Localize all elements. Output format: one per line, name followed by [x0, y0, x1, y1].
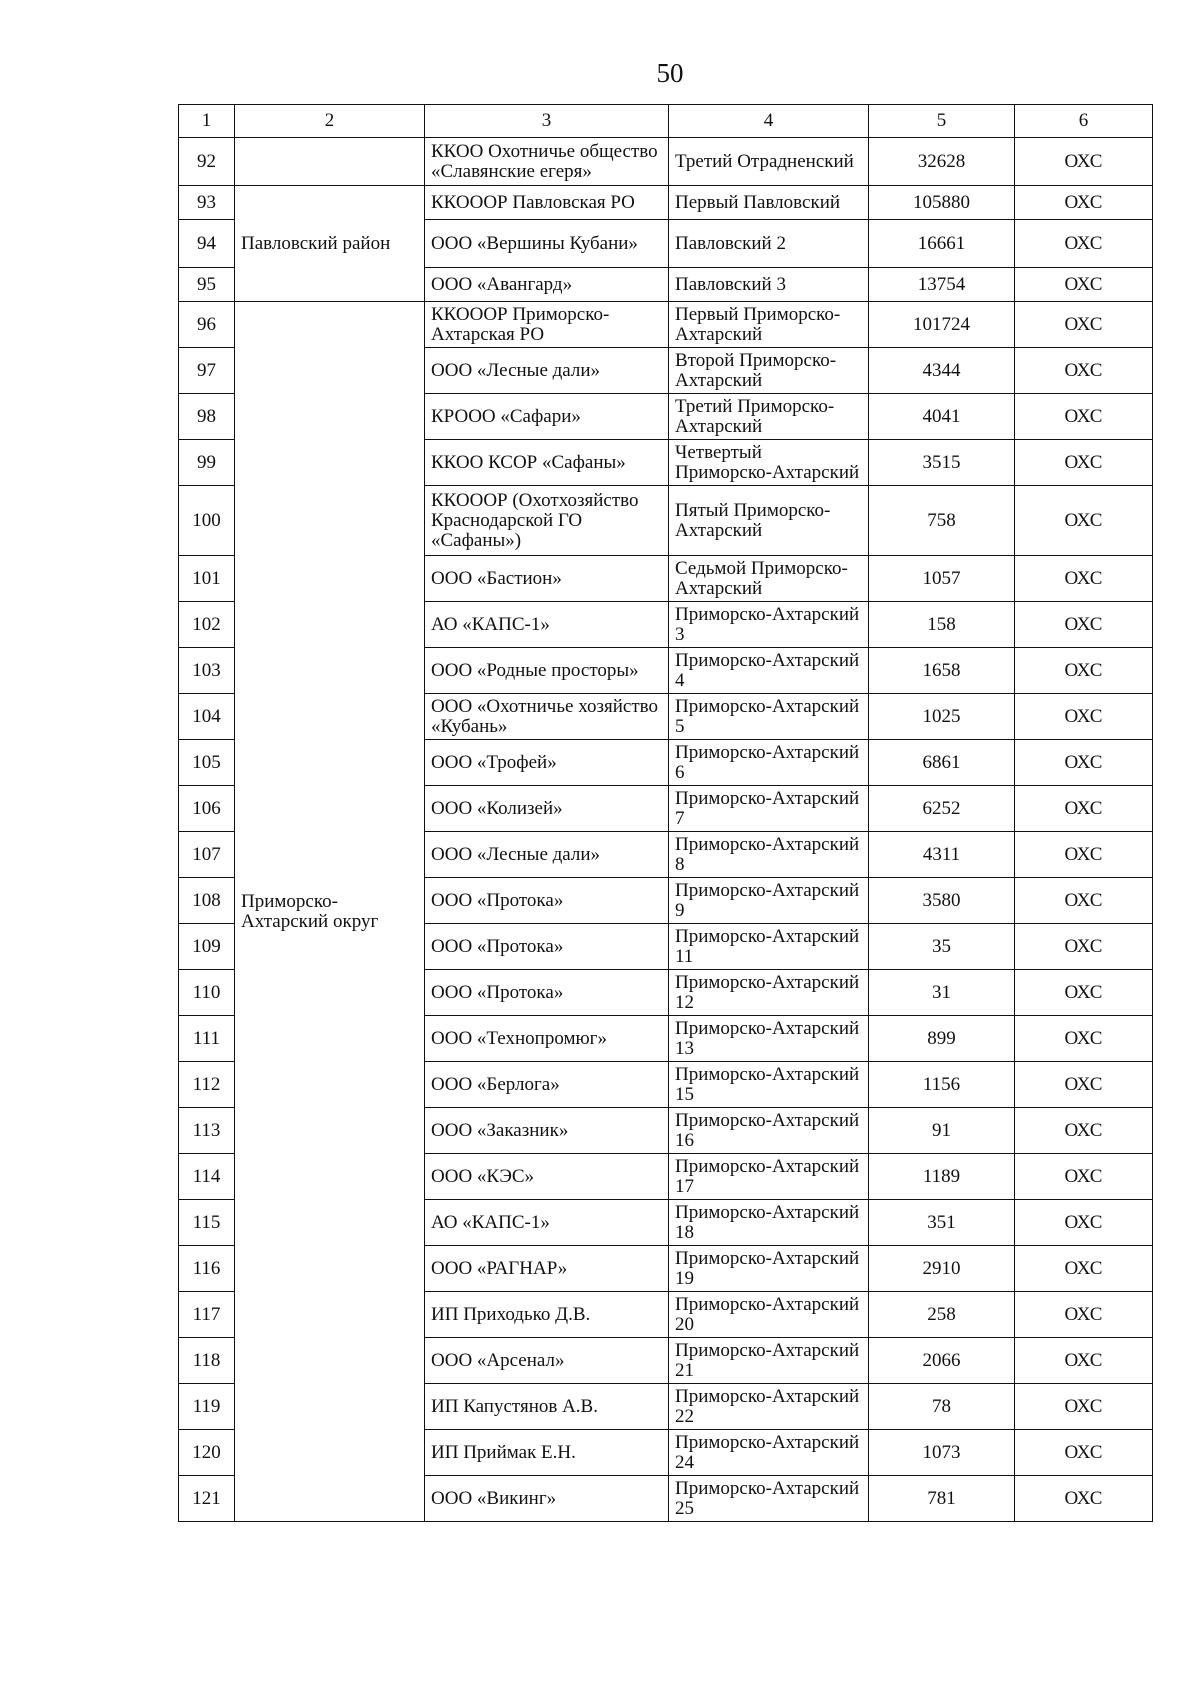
- hunting-ground-cell: Третий Приморско-Ахтарский: [669, 394, 869, 440]
- hunting-ground-cell: Приморско-Ахтарский 6: [669, 740, 869, 786]
- hunting-ground-cell: Приморско-Ахтарский 13: [669, 1016, 869, 1062]
- hunting-ground-cell: Приморско-Ахтарский 20: [669, 1292, 869, 1338]
- ground-type-cell: ОХС: [1015, 648, 1153, 694]
- row-number-cell: 113: [179, 1108, 235, 1154]
- hunting-ground-cell: Первый Приморско-Ахтарский: [669, 302, 869, 348]
- area-size-cell: 35: [869, 924, 1015, 970]
- row-number-cell: 111: [179, 1016, 235, 1062]
- hunting-ground-cell: Пятый Приморско-Ахтарский: [669, 486, 869, 556]
- ground-type-cell: ОХС: [1015, 138, 1153, 186]
- area-size-cell: 6861: [869, 740, 1015, 786]
- hunting-ground-cell: Первый Павловский: [669, 186, 869, 220]
- hunting-ground-cell: Приморско-Ахтарский 17: [669, 1154, 869, 1200]
- hunting-ground-cell: Третий Отрадненский: [669, 138, 869, 186]
- ground-type-cell: ОХС: [1015, 1200, 1153, 1246]
- area-size-cell: 2066: [869, 1338, 1015, 1384]
- ground-type-cell: ОХС: [1015, 1016, 1153, 1062]
- row-number-cell: 114: [179, 1154, 235, 1200]
- organization-cell: ООО «Заказник»: [425, 1108, 669, 1154]
- organization-cell: ООО «Вершины Кубани»: [425, 220, 669, 268]
- row-number-cell: 99: [179, 440, 235, 486]
- ground-type-cell: ОХС: [1015, 1476, 1153, 1522]
- organization-cell: ООО «Технопромюг»: [425, 1016, 669, 1062]
- row-number-cell: 96: [179, 302, 235, 348]
- organization-cell: ККОО КСОР «Сафаны»: [425, 440, 669, 486]
- area-size-cell: 1025: [869, 694, 1015, 740]
- ground-type-cell: ОХС: [1015, 1154, 1153, 1200]
- row-number-cell: 105: [179, 740, 235, 786]
- hunting-ground-cell: Приморско-Ахтарский 25: [669, 1476, 869, 1522]
- row-number-cell: 100: [179, 486, 235, 556]
- hunting-grounds-table: [178, 104, 1153, 1522]
- row-number-cell: 115: [179, 1200, 235, 1246]
- area-size-cell: 4311: [869, 832, 1015, 878]
- table-row: [179, 302, 1153, 348]
- ground-type-cell: ОХС: [1015, 440, 1153, 486]
- organization-cell: ККОО Охотничье общество «Славянские егеря»: [425, 138, 669, 186]
- organization-cell: ООО «Родные просторы»: [425, 648, 669, 694]
- area-size-cell: 1057: [869, 556, 1015, 602]
- hunting-ground-cell: Второй Приморско-Ахтарский: [669, 348, 869, 394]
- hunting-ground-cell: Приморско-Ахтарский 8: [669, 832, 869, 878]
- hunting-ground-cell: Приморско-Ахтарский 19: [669, 1246, 869, 1292]
- row-number-cell: 93: [179, 186, 235, 220]
- ground-type-cell: ОХС: [1015, 1338, 1153, 1384]
- area-size-cell: 1073: [869, 1430, 1015, 1476]
- header-row: [179, 105, 1153, 138]
- row-number-cell: 97: [179, 348, 235, 394]
- organization-cell: ООО «Протока»: [425, 878, 669, 924]
- area-size-cell: 31: [869, 970, 1015, 1016]
- hunting-ground-cell: Павловский 3: [669, 268, 869, 302]
- ground-type-cell: ОХС: [1015, 694, 1153, 740]
- organization-cell: ООО «Викинг»: [425, 1476, 669, 1522]
- area-size-cell: 3580: [869, 878, 1015, 924]
- ground-type-cell: ОХС: [1015, 1246, 1153, 1292]
- column-header: 6: [1015, 105, 1153, 138]
- hunting-ground-cell: Приморско-Ахтарский 12: [669, 970, 869, 1016]
- area-size-cell: 258: [869, 1292, 1015, 1338]
- hunting-ground-cell: Четвертый Приморско-Ахтарский: [669, 440, 869, 486]
- hunting-ground-cell: Павловский 2: [669, 220, 869, 268]
- row-number-cell: 101: [179, 556, 235, 602]
- ground-type-cell: ОХС: [1015, 832, 1153, 878]
- hunting-ground-cell: Приморско-Ахтарский 15: [669, 1062, 869, 1108]
- district-cell: Приморско-Ахтарский округ: [235, 302, 425, 1522]
- hunting-ground-cell: Приморско-Ахтарский 3: [669, 602, 869, 648]
- organization-cell: ООО «Берлога»: [425, 1062, 669, 1108]
- area-size-cell: 105880: [869, 186, 1015, 220]
- row-number-cell: 120: [179, 1430, 235, 1476]
- hunting-ground-cell: Приморско-Ахтарский 24: [669, 1430, 869, 1476]
- organization-cell: ККОООР (Охотхозяйство Краснодарской ГО «Сафаны»): [425, 486, 669, 556]
- row-number-cell: 112: [179, 1062, 235, 1108]
- hunting-ground-cell: Приморско-Ахтарский 11: [669, 924, 869, 970]
- column-header: 5: [869, 105, 1015, 138]
- area-size-cell: 13754: [869, 268, 1015, 302]
- area-size-cell: 4344: [869, 348, 1015, 394]
- row-number-cell: 98: [179, 394, 235, 440]
- organization-cell: ООО «Колизей»: [425, 786, 669, 832]
- organization-cell: КРООО «Сафари»: [425, 394, 669, 440]
- organization-cell: ООО «Протока»: [425, 924, 669, 970]
- hunting-ground-cell: Приморско-Ахтарский 18: [669, 1200, 869, 1246]
- organization-cell: ИП Приходько Д.В.: [425, 1292, 669, 1338]
- row-number-cell: 117: [179, 1292, 235, 1338]
- ground-type-cell: ОХС: [1015, 1108, 1153, 1154]
- area-size-cell: 32628: [869, 138, 1015, 186]
- row-number-cell: 109: [179, 924, 235, 970]
- ground-type-cell: ОХС: [1015, 556, 1153, 602]
- ground-type-cell: ОХС: [1015, 220, 1153, 268]
- organization-cell: ООО «Арсенал»: [425, 1338, 669, 1384]
- row-number-cell: 107: [179, 832, 235, 878]
- ground-type-cell: ОХС: [1015, 602, 1153, 648]
- column-header: 3: [425, 105, 669, 138]
- column-header: 2: [235, 105, 425, 138]
- organization-cell: ООО «Охотничье хозяйство «Кубань»: [425, 694, 669, 740]
- row-number-cell: 92: [179, 138, 235, 186]
- column-header: 4: [669, 105, 869, 138]
- hunting-ground-cell: Приморско-Ахтарский 16: [669, 1108, 869, 1154]
- area-size-cell: 1658: [869, 648, 1015, 694]
- area-size-cell: 1156: [869, 1062, 1015, 1108]
- row-number-cell: 104: [179, 694, 235, 740]
- hunting-ground-cell: Приморско-Ахтарский 4: [669, 648, 869, 694]
- area-size-cell: 781: [869, 1476, 1015, 1522]
- table-row: [179, 138, 1153, 186]
- organization-cell: ООО «КЭС»: [425, 1154, 669, 1200]
- district-cell: [235, 138, 425, 186]
- row-number-cell: 106: [179, 786, 235, 832]
- column-header: 1: [179, 105, 235, 138]
- table-row: [179, 186, 1153, 220]
- area-size-cell: 101724: [869, 302, 1015, 348]
- organization-cell: ККОООР Павловская РО: [425, 186, 669, 220]
- organization-cell: ИП Капустянов А.В.: [425, 1384, 669, 1430]
- organization-cell: ООО «Авангард»: [425, 268, 669, 302]
- row-number-cell: 108: [179, 878, 235, 924]
- ground-type-cell: ОХС: [1015, 394, 1153, 440]
- hunting-ground-cell: Приморско-Ахтарский 21: [669, 1338, 869, 1384]
- row-number-cell: 116: [179, 1246, 235, 1292]
- organization-cell: ООО «РАГНАР»: [425, 1246, 669, 1292]
- ground-type-cell: ОХС: [1015, 348, 1153, 394]
- hunting-ground-cell: Приморско-Ахтарский 5: [669, 694, 869, 740]
- organization-cell: АО «КАПС-1»: [425, 602, 669, 648]
- row-number-cell: 94: [179, 220, 235, 268]
- page-number: 50: [656, 58, 684, 88]
- ground-type-cell: ОХС: [1015, 786, 1153, 832]
- area-size-cell: 2910: [869, 1246, 1015, 1292]
- ground-type-cell: ОХС: [1015, 268, 1153, 302]
- ground-type-cell: ОХС: [1015, 878, 1153, 924]
- organization-cell: ИП Приймак Е.Н.: [425, 1430, 669, 1476]
- ground-type-cell: ОХС: [1015, 1430, 1153, 1476]
- row-number-cell: 119: [179, 1384, 235, 1430]
- row-number-cell: 103: [179, 648, 235, 694]
- area-size-cell: 16661: [869, 220, 1015, 268]
- area-size-cell: 758: [869, 486, 1015, 556]
- area-size-cell: 91: [869, 1108, 1015, 1154]
- ground-type-cell: ОХС: [1015, 186, 1153, 220]
- area-size-cell: 1189: [869, 1154, 1015, 1200]
- organization-cell: ООО «Протока»: [425, 970, 669, 1016]
- organization-cell: ККОООР Приморско-Ахтарская РО: [425, 302, 669, 348]
- row-number-cell: 102: [179, 602, 235, 648]
- ground-type-cell: ОХС: [1015, 1384, 1153, 1430]
- area-size-cell: 6252: [869, 786, 1015, 832]
- ground-type-cell: ОХС: [1015, 740, 1153, 786]
- ground-type-cell: ОХС: [1015, 302, 1153, 348]
- row-number-cell: 110: [179, 970, 235, 1016]
- area-size-cell: 158: [869, 602, 1015, 648]
- organization-cell: ООО «Лесные дали»: [425, 832, 669, 878]
- row-number-cell: 95: [179, 268, 235, 302]
- area-size-cell: 4041: [869, 394, 1015, 440]
- organization-cell: АО «КАПС-1»: [425, 1200, 669, 1246]
- area-size-cell: 899: [869, 1016, 1015, 1062]
- area-size-cell: 351: [869, 1200, 1015, 1246]
- ground-type-cell: ОХС: [1015, 1292, 1153, 1338]
- ground-type-cell: ОХС: [1015, 924, 1153, 970]
- hunting-ground-cell: Приморско-Ахтарский 9: [669, 878, 869, 924]
- hunting-ground-cell: Приморско-Ахтарский 22: [669, 1384, 869, 1430]
- ground-type-cell: ОХС: [1015, 1062, 1153, 1108]
- row-number-cell: 121: [179, 1476, 235, 1522]
- organization-cell: ООО «Бастион»: [425, 556, 669, 602]
- ground-type-cell: ОХС: [1015, 970, 1153, 1016]
- hunting-ground-cell: Седьмой Приморско-Ахтарский: [669, 556, 869, 602]
- area-size-cell: 3515: [869, 440, 1015, 486]
- row-number-cell: 118: [179, 1338, 235, 1384]
- hunting-ground-cell: Приморско-Ахтарский 7: [669, 786, 869, 832]
- organization-cell: ООО «Трофей»: [425, 740, 669, 786]
- organization-cell: ООО «Лесные дали»: [425, 348, 669, 394]
- district-cell: Павловский район: [235, 186, 425, 302]
- ground-type-cell: ОХС: [1015, 486, 1153, 556]
- area-size-cell: 78: [869, 1384, 1015, 1430]
